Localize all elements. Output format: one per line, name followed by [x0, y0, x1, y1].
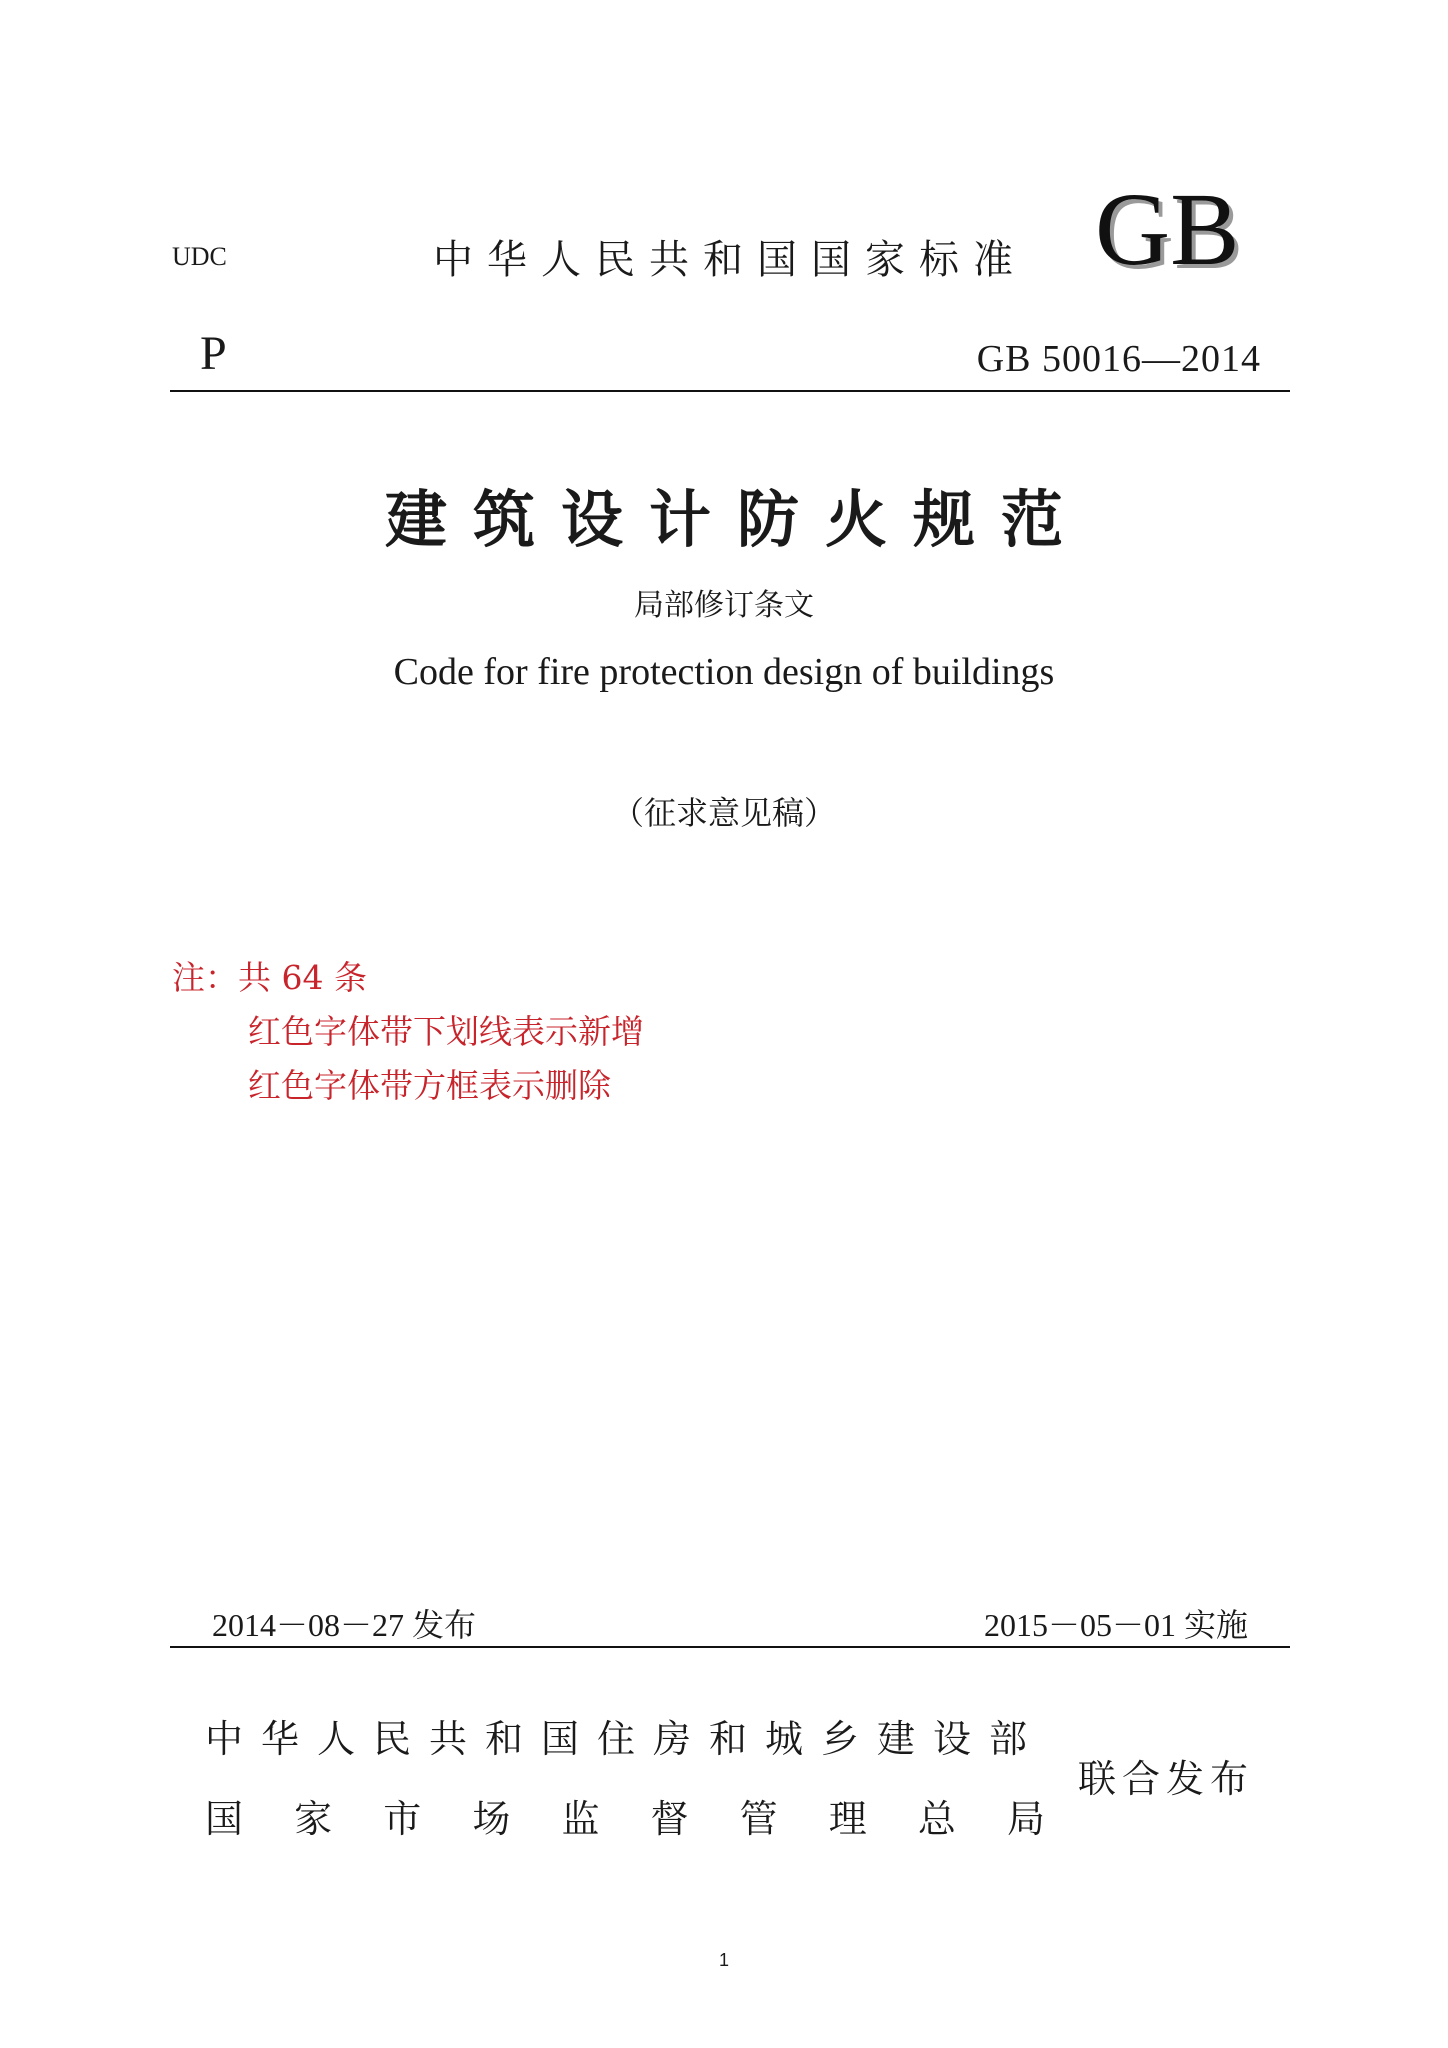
publisher-char: 督: [650, 1797, 689, 1841]
publisher-char: 场: [472, 1797, 511, 1841]
english-title: Code for fire protection design of buildings: [393, 651, 1055, 693]
publisher-char: 家: [294, 1797, 333, 1841]
publisher-administration: [205, 1788, 1045, 1843]
publisher-char: 局: [1006, 1797, 1045, 1841]
draft-label: （征求意见稿）: [611, 794, 836, 832]
note-deletions: 红色字体带方框表示删除: [248, 1066, 611, 1105]
publisher-char: 监: [561, 1797, 600, 1841]
classification-code: P: [200, 327, 227, 380]
publisher-char: 管: [739, 1797, 778, 1841]
header-divider: [170, 390, 1290, 392]
issue-date: 2014－08－27 发布: [212, 1607, 477, 1643]
standard-code: GB 50016—2014: [976, 338, 1261, 380]
document-title: 建筑设计防火规范: [384, 483, 1089, 556]
note-count: 注：共 64 条: [172, 958, 367, 997]
page-number: 1: [718, 1950, 729, 1970]
publisher-char: 市: [383, 1797, 422, 1841]
publisher-char: 理: [828, 1797, 867, 1841]
joint-issue-label: 联合发布: [1078, 1757, 1255, 1801]
footer-divider: [170, 1646, 1290, 1648]
document-subtitle: 局部修订条文: [634, 588, 814, 623]
gb-logo: GB: [1095, 172, 1240, 287]
udc-label: UDC: [172, 242, 227, 271]
publisher-char: 总: [917, 1797, 956, 1841]
effective-date: 2015－05－01 实施: [983, 1607, 1248, 1643]
publisher-char: 国: [205, 1797, 244, 1841]
publisher-ministry: 中华人民共和国住房和城乡建设部: [205, 1717, 1046, 1761]
standard-type: 中华人民共和国国家标准: [433, 237, 1027, 283]
note-additions: 红色字体带下划线表示新增: [248, 1012, 644, 1051]
